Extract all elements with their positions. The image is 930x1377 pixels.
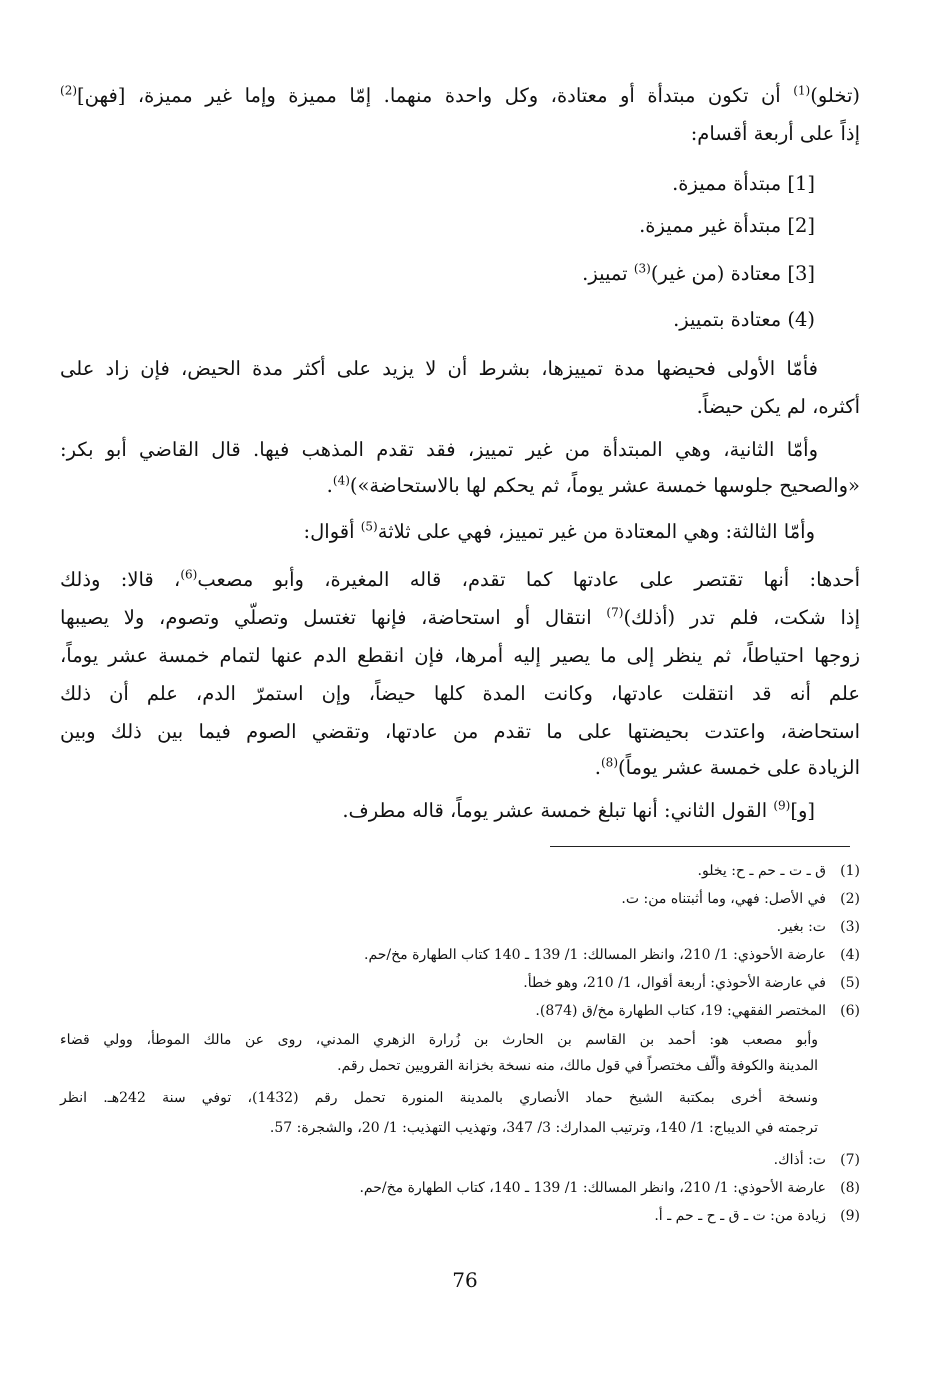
footnote-ref: (6) <box>180 567 198 582</box>
body-line <box>60 82 860 110</box>
body-line <box>60 642 860 670</box>
footnote-separator <box>550 846 850 847</box>
body-line <box>60 436 818 464</box>
body-text: أحدها: أنها تقتصر على عادتها كما تقدم، قاله المغيرة، وأبو مصعب <box>197 568 860 591</box>
body-line <box>304 518 815 546</box>
footnote-number: (7) <box>840 1152 860 1168</box>
footnote-ref: (5) <box>360 519 378 534</box>
body-text: «والصحيح جلوسها خمسة عشر يوماً، ثم يحكم لها بالاستحاضة») <box>349 474 860 497</box>
footnote-text: المختصر الفقهي: 19، كتاب الطهارة مخ/ق (874). <box>535 1003 826 1019</box>
footnote-ref: (1) <box>793 83 811 98</box>
page-number: 76 <box>452 1268 478 1292</box>
body-text: زوجها احتياطاً، ثم ينظر إلى ما يصير إليه أمرها، فإن انقطع الدم عنها لتمام خمسة عشر يوماً، <box>60 644 860 667</box>
footnote-number: (1) <box>840 863 860 879</box>
body-text: أن تكون مبتدأة أو معتادة، وكل واحدة منهما. إمّا مميزة وإما غير مميزة، [فهن] <box>77 84 794 107</box>
footnote-text: المدينة والكوفة وألّف مختصراً في قول مالك، منه نسخة بخزانة القرويين تحمل رقم. <box>337 1058 818 1074</box>
footnote <box>774 1150 860 1170</box>
body-line <box>342 797 815 825</box>
body-line <box>60 355 818 383</box>
body-text: انتقال أو استحاضة، فإنها تغتسل وتصلّي وتصوم، ولا يصيبها <box>60 606 607 629</box>
body-text: أكثره، لم يكن حيضاً. <box>696 395 860 418</box>
body-text: استحاضة، واعتدت بحيضتها على ما تقدم من عادتها، وتقضي الصوم فيما بين ذلك وبين <box>60 720 860 743</box>
body-text: . <box>594 756 601 779</box>
body-text: علم أنه قد انتقلت عادتها، وكانت المدة كلها حيضاً، وإن استمرّ الدم، علم أن ذلك <box>60 682 860 705</box>
footnote-number: (2) <box>840 891 860 907</box>
body-text: القول الثاني: أنها تبلغ خمسة عشر يوماً، قاله مطرف. <box>342 799 774 822</box>
footnote-number: (4) <box>840 947 860 963</box>
body-text: الزيادة على خمسة عشر يوماً) <box>618 756 860 779</box>
footnote <box>698 861 860 881</box>
body-line <box>691 120 860 148</box>
footnote-continuation <box>337 1056 818 1076</box>
footnote-number: (9) <box>840 1208 860 1224</box>
footnote-text: في عارضة الأحوذي: أربعة أقوال، 1/ 210، وهو خطأ. <box>523 975 826 991</box>
footnote-continuation <box>60 1088 818 1108</box>
list-item <box>582 260 815 288</box>
footnote-ref: (4) <box>332 473 350 488</box>
footnote-ref: (2) <box>60 83 78 98</box>
list-item <box>639 212 815 240</box>
footnote-ref: (9) <box>773 798 791 813</box>
body-text: [و] <box>790 799 815 822</box>
footnote-text: ت: بغير. <box>776 919 826 935</box>
footnote-continuation <box>270 1118 818 1138</box>
body-text: (تخلو) <box>810 84 860 107</box>
footnote-text: ق ـ ت ـ حم ـ ح: يخلو. <box>697 863 826 879</box>
footnote-text: ونسخة أخرى بمكتبة الشيخ حماد الأنصاري بالمدينة المنورة تحمل رقم (1432)، توفي سنة 242هـ. انظر <box>60 1090 818 1106</box>
list-item <box>672 170 815 198</box>
body-text: تمييز. <box>582 262 634 285</box>
footnote-text: في الأصل: فهي، وما أثبتناه من: ت. <box>621 891 826 907</box>
footnote-text: عارضة الأحوذي: 1/ 210، وانظر المسالك: 1/ 139 ـ 140 كتاب الطهارة مخ/حم. <box>364 947 826 963</box>
body-line <box>60 566 860 594</box>
footnote <box>535 1001 860 1021</box>
footnote-number: (3) <box>840 919 860 935</box>
footnote-number: (8) <box>840 1180 860 1196</box>
body-line <box>595 754 860 782</box>
footnote-text: ترجمته في الديباج: 1/ 140، وترتيب المدارك: 3/ 347، وتهذيب التهذيب: 1/ 20، والشجرة: 57. <box>269 1120 818 1136</box>
body-text: وأمّا الثانية، وهي المبتدأة من غير تمييز، فقد تقدم المذهب فيها. قال القاضي أبو بكر: <box>60 438 818 461</box>
footnote-number: (6) <box>840 1003 860 1019</box>
body-text: [2] مبتدأة غير مميزة. <box>639 214 815 237</box>
body-text: [3] معتادة (من غير) <box>650 262 815 285</box>
footnote-ref: (8) <box>600 755 618 770</box>
footnote-number: (5) <box>840 975 860 991</box>
footnote <box>364 945 860 965</box>
footnote <box>621 889 860 909</box>
body-text: (4) معتادة بتمييز. <box>673 308 815 331</box>
footnote-text: عارضة الأحوذي: 1/ 210، وانظر المسالك: 1/ 139 ـ 140، كتاب الطهارة مخ/حم. <box>359 1180 826 1196</box>
list-item <box>673 306 815 334</box>
body-line <box>327 472 860 500</box>
body-text: [1] مبتدأة مميزة. <box>672 172 815 195</box>
body-line <box>60 718 860 746</box>
footnote <box>777 917 860 937</box>
body-text: ، قالا: وذلك <box>60 568 181 591</box>
body-text: وأمّا الثالثة: وهي المعتادة من غير تمييز، فهي على ثلاثة <box>377 520 815 543</box>
body-text: إذاً على أربعة أقسام: <box>690 122 860 145</box>
footnote <box>359 1178 860 1198</box>
footnote <box>654 1206 860 1226</box>
footnote-continuation <box>60 1030 818 1050</box>
body-text: . <box>326 474 333 497</box>
body-line <box>697 393 860 421</box>
body-line <box>60 680 860 708</box>
footnote-ref: (3) <box>633 261 651 276</box>
footnote-text: ت: أذاك. <box>773 1152 826 1168</box>
footnote-ref: (7) <box>606 605 624 620</box>
footnote-text: وأبو مصعب هو: أحمد بن القاسم بن الحارث بن زُرارة الزهري المدني، روى عن مالك الموطأ، وولي قضاء <box>60 1032 818 1048</box>
body-text: أقوال: <box>303 520 361 543</box>
body-text: إذا شكت، فلم تدر (أذلك) <box>623 606 860 629</box>
footnote-text: زيادة من: ت ـ ق ـ ح ـ حم ـ أ. <box>654 1208 826 1224</box>
footnote <box>523 973 860 993</box>
body-line <box>60 604 860 632</box>
body-text: فأمّا الأولى فحيضها مدة تمييزها، بشرط أن لا يزيد على أكثر مدة الحيض، فإن زاد على <box>60 357 818 380</box>
